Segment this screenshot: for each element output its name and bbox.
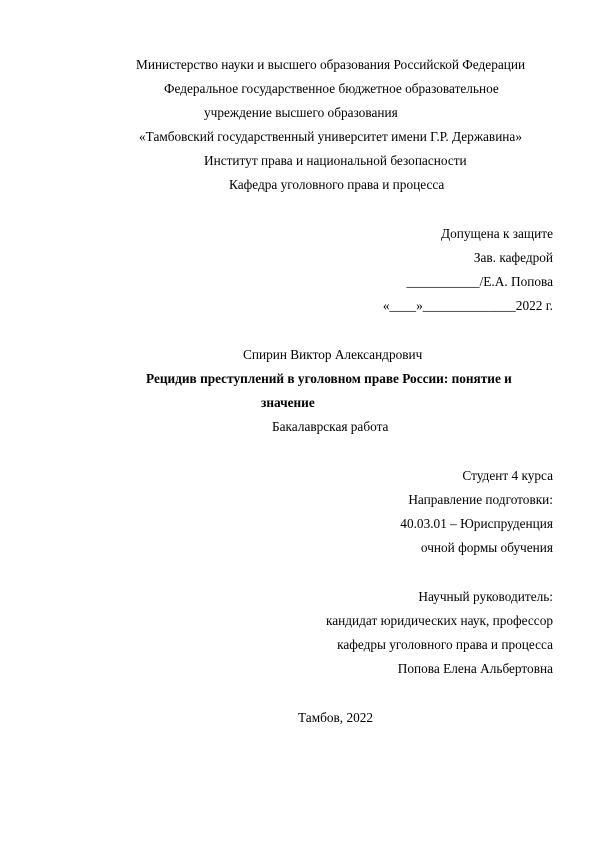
student-course: Студент 4 курса [462, 468, 553, 483]
study-form: очной формы обучения [420, 540, 553, 555]
institute-line: Институт права и национальной безопасности [204, 153, 467, 168]
work-type: Бакалаврская работа [272, 419, 389, 434]
city-year: Тамбов, 2022 [298, 710, 374, 725]
admitted-line: Допущена к защите [441, 226, 553, 241]
institution-line-2: учреждение высшего образования [204, 105, 398, 120]
supervisor-degree: кандидат юридических наук, профессор [325, 613, 553, 628]
work-title-line-2: значение [261, 395, 315, 410]
ministry-line: Министерство науки и высшего образования Российской Федерации [136, 57, 526, 72]
institution-line-1: Федеральное государственное бюджетное образовательное [164, 81, 499, 96]
direction-label: Направление подготовки: [408, 492, 553, 507]
supervisor-department: кафедры уголовного права и процесса [337, 637, 553, 652]
supervisor-label: Научный руководитель: [418, 589, 553, 604]
supervisor-name: Попова Елена Альбертовна [397, 661, 553, 676]
signature-line: ___________/Е.А. Попова [406, 274, 553, 289]
department-line: Кафедра уголовного права и процесса [229, 177, 445, 192]
author-name: Спирин Виктор Александрович [243, 347, 423, 362]
date-line: «____»______________2022 г. [382, 298, 553, 313]
direction-code: 40.03.01 – Юриспруденция [400, 516, 553, 531]
university-line: «Тамбовский государственный университет имени Г.Р. Державина» [139, 129, 522, 144]
head-title-line: Зав. кафедрой [473, 250, 553, 265]
work-title-line-1: Рецидив преступлений в уголовном праве России: понятие и [146, 371, 512, 386]
